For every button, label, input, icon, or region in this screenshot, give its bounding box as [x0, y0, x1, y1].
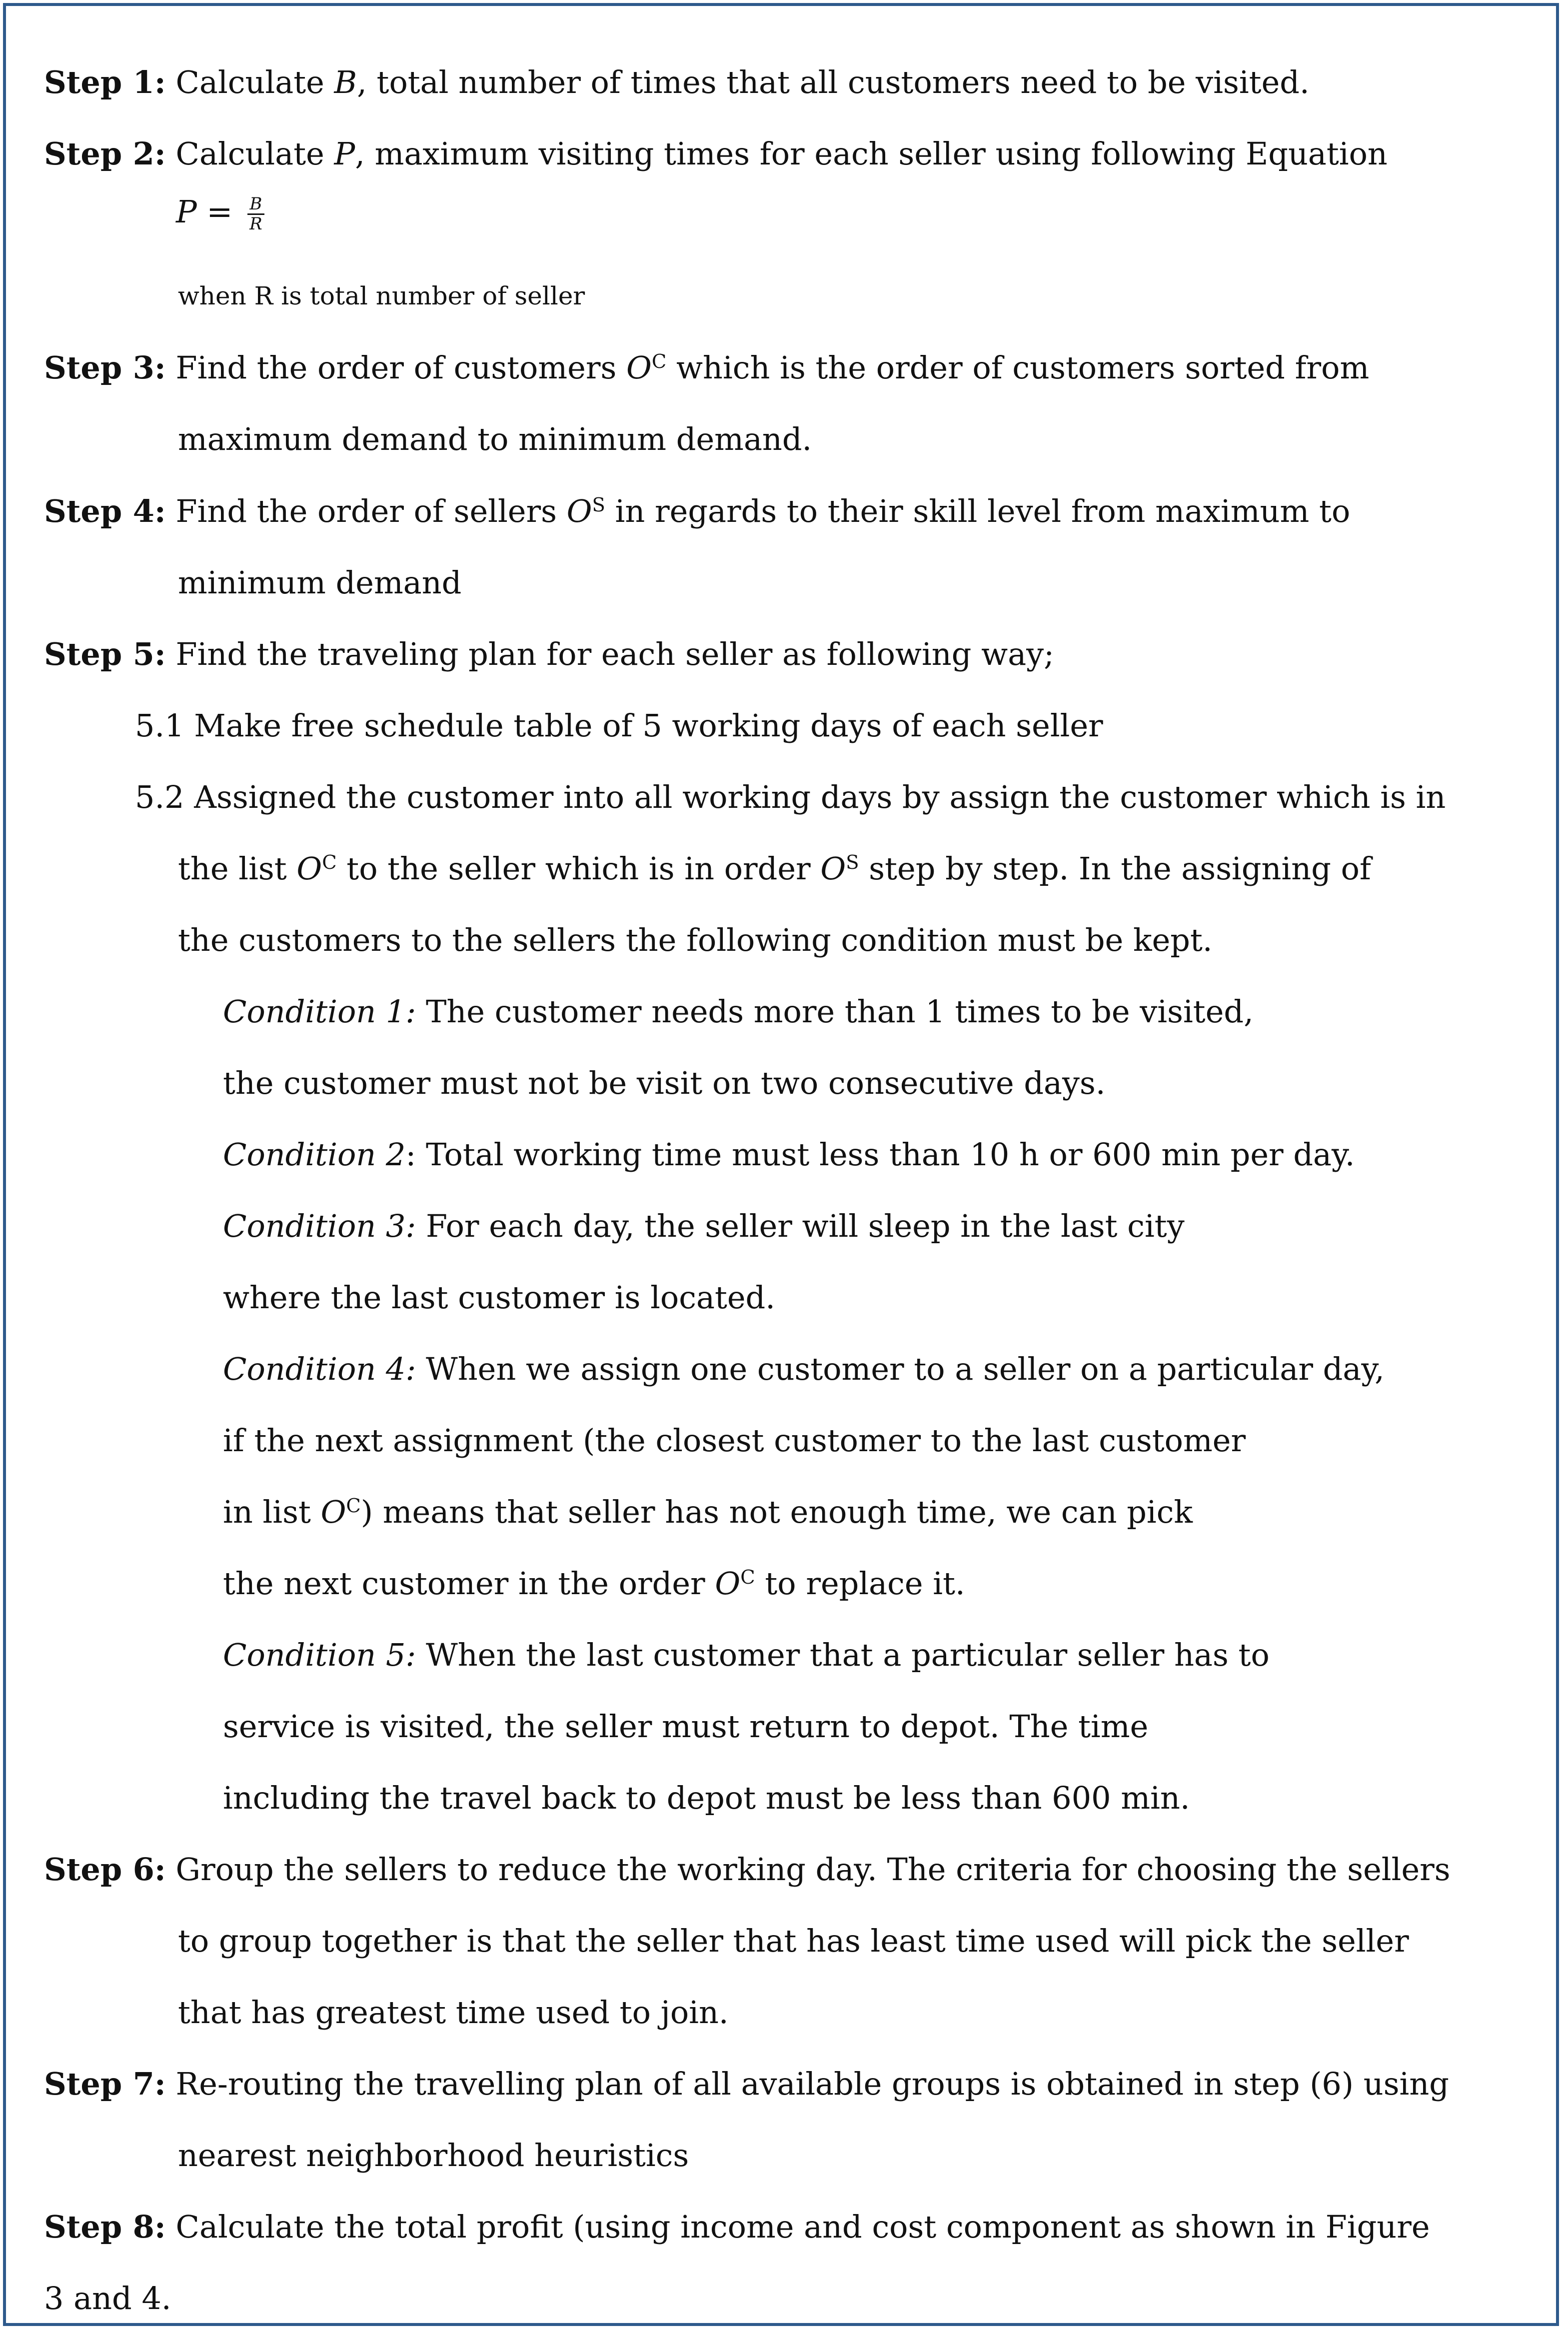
condition-4-line-1 [223, 1351, 1385, 1387]
step-7-label: Step 7: [44, 2066, 166, 2102]
condition-5-text: When the last customer that a particular seller has to [416, 1637, 1270, 1673]
condition-4-text: When we assign one customer to a seller on a particular day, [416, 1351, 1385, 1387]
condition-5-line-1 [223, 1637, 1270, 1673]
step-5-2-line-3: the customers to the sellers the following condition must be kept. [178, 922, 1213, 958]
step-5-2-sup-s: S [846, 851, 859, 874]
step-1-text-b: , total number of times that all customers need to be visited. [357, 64, 1310, 100]
step-2-label: Step 2: [44, 135, 166, 172]
equation-fraction [247, 195, 264, 234]
algorithm-box [3, 3, 1559, 2326]
step-4-text-a: Find the order of sellers [175, 493, 567, 529]
step-6-cont-1: to group together is that the seller that has least time used will pick the seller [178, 1923, 1409, 1959]
step-5-2-line-2 [178, 850, 1371, 887]
step-7-line [44, 2066, 1449, 2102]
condition-1-text: The customer needs more than 1 times to be visited, [416, 993, 1254, 1030]
step-8-cont: 3 and 4. [44, 2280, 171, 2317]
condition-5-label: Condition 5: [223, 1637, 416, 1673]
condition-4-l4-b: to replace it. [755, 1565, 965, 1602]
step-8-text: Calculate the total profit (using income and cost component as shown in Figure [175, 2209, 1430, 2245]
step-6-label: Step 6: [44, 1851, 166, 1888]
step-3-text-b: which is the order of customers sorted from [666, 349, 1370, 386]
step-5-label: Step 5: [44, 636, 166, 672]
condition-4-line-3 [223, 1494, 1193, 1530]
step-2-note: when R is total number of seller [178, 281, 585, 310]
condition-4-l3-b: ) means that seller has not enough time, we can pick [360, 1494, 1193, 1530]
condition-4-line-4 [223, 1565, 965, 1602]
condition-1-line-1 [223, 993, 1254, 1030]
step-3-line [44, 349, 1370, 386]
equation-numerator: B [247, 195, 264, 215]
condition-4-l4-sup: C [740, 1566, 755, 1589]
condition-4-l3-sup: C [346, 1494, 361, 1517]
step-8-line [44, 2209, 1430, 2245]
step-7-text: Re-routing the travelling plan of all available groups is obtained in step (6) using [175, 2066, 1449, 2102]
step-5-2-a: the list [178, 850, 297, 887]
step-5-2-sup-c: C [322, 851, 337, 874]
step-4-label: Step 4: [44, 493, 166, 529]
condition-4-l4-order: O [715, 1565, 741, 1602]
step-2-text-a: Calculate [175, 135, 334, 172]
condition-4-l3-order: O [320, 1494, 346, 1530]
condition-4-l4-a: the next customer in the order [223, 1565, 715, 1602]
equation-denominator: R [249, 214, 262, 234]
condition-4-l3-a: in list [223, 1494, 321, 1530]
condition-1-label: Condition 1: [223, 993, 416, 1030]
condition-2-text: : Total working time must less than 10 h or 600 min per day. [405, 1136, 1355, 1173]
step-5-2-c: step by step. In the assigning of [859, 850, 1371, 887]
step-3-order: O [626, 349, 652, 386]
step-6-cont-2: that has greatest time used to join. [178, 1994, 729, 2031]
condition-5-line-2: service is visited, the seller must return to depot. The time [223, 1708, 1149, 1745]
condition-1-line-2: the customer must not be visit on two consecutive days. [223, 1065, 1106, 1101]
condition-4-label: Condition 4: [223, 1351, 416, 1387]
step-5-2-b: to the seller which is in order [336, 850, 821, 887]
step-5-2-line-1: 5.2 Assigned the customer into all working days by assign the customer which is in [135, 779, 1446, 815]
step-3-text-a: Find the order of customers [175, 349, 626, 386]
step-4-line [44, 493, 1351, 529]
step-4-order: O [566, 493, 592, 529]
step-6-line [44, 1851, 1451, 1888]
condition-5-line-3: including the travel back to depot must be less than 600 min. [223, 1780, 1190, 1816]
step-1-text-a: Calculate [175, 64, 334, 100]
step-2-var: P [334, 135, 355, 172]
step-5-2-order-s: O [820, 850, 846, 887]
step-2-equation [176, 195, 264, 234]
step-5-2-order-c: O [296, 850, 322, 887]
step-3-label: Step 3: [44, 349, 166, 386]
step-1-line [44, 64, 1310, 100]
algorithm-content [6, 6, 1556, 2323]
condition-3-line-1 [223, 1208, 1185, 1244]
step-5-text: Find the traveling plan for each seller as following way; [175, 636, 1055, 672]
step-5-line [44, 636, 1055, 672]
step-3-cont: maximum demand to minimum demand. [178, 421, 812, 457]
step-7-cont: nearest neighborhood heuristics [178, 2137, 689, 2174]
condition-3-label: Condition 3: [223, 1208, 416, 1244]
step-2-line [44, 135, 1388, 172]
step-1-var: B [334, 64, 357, 100]
step-4-sup: S [592, 493, 605, 516]
step-6-text: Group the sellers to reduce the working day. The criteria for choosing the sellers [175, 1851, 1451, 1888]
condition-2-line-1 [223, 1136, 1355, 1173]
step-1-label: Step 1: [44, 64, 166, 100]
equation-lhs: P [176, 193, 197, 230]
condition-2-label: Condition 2 [223, 1136, 406, 1173]
step-3-sup: C [651, 350, 667, 373]
step-4-cont: minimum demand [178, 564, 462, 601]
condition-4-line-2: if the next assignment (the closest customer to the last customer [223, 1422, 1246, 1459]
condition-3-text: For each day, the seller will sleep in the last city [416, 1208, 1185, 1244]
step-2-text-b: , maximum visiting times for each seller using following Equation [355, 135, 1388, 172]
equation-equals: = [196, 193, 243, 230]
step-5-1: 5.1 Make free schedule table of 5 working days of each seller [135, 707, 1103, 744]
step-8-label: Step 8: [44, 2209, 166, 2245]
condition-3-line-2: where the last customer is located. [223, 1279, 775, 1316]
step-4-text-b: in regards to their skill level from maximum to [605, 493, 1351, 529]
